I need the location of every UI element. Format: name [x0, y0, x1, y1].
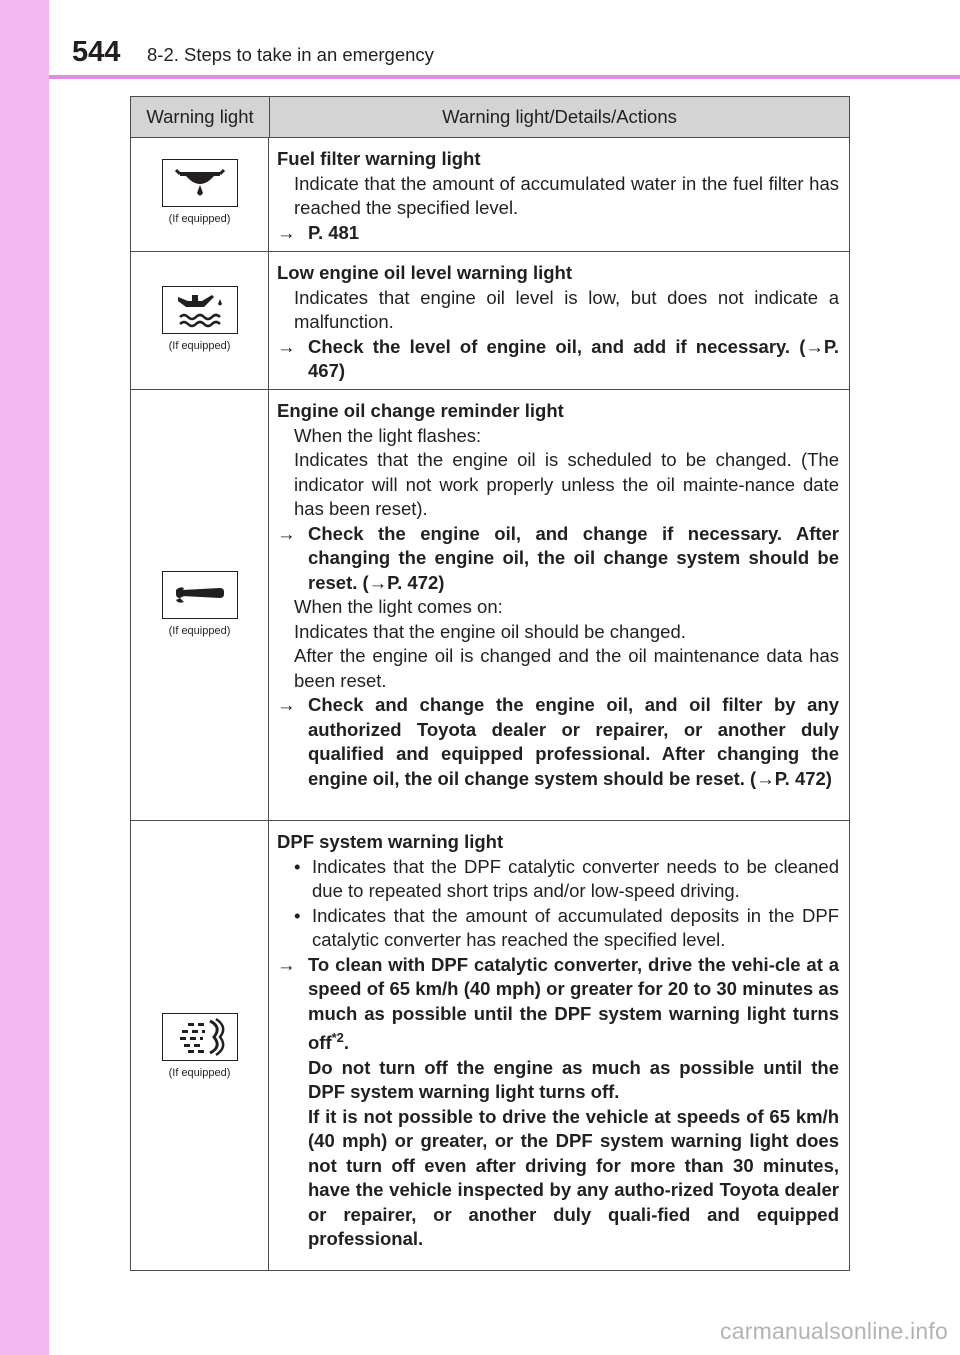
condition-on: When the light comes on: [294, 596, 503, 617]
column-header-warning-light: Warning light [131, 97, 270, 137]
if-equipped-note: (If equipped) [168, 339, 231, 352]
arrow-icon: → [277, 522, 296, 544]
details-cell [269, 390, 849, 820]
header-divider [49, 75, 960, 79]
condition-flashing: When the light flashes: [294, 424, 482, 446]
page-number: 544 [72, 36, 121, 68]
icon-cell [131, 390, 269, 820]
if-equipped-note: (If equipped) [168, 212, 231, 225]
icon-cell [131, 138, 269, 251]
caution-text: If it is not possible to drive the vehicle at speeds of 65 km/h (40 mph) or greater, or the DPF system warning light does not turn off even after driving for more than 30 minutes, have the vehicle inspected by any autho-rized Toyota dealer or repairer, or another duly quali-fied and equipped professional. [308, 1105, 839, 1250]
column-header-details-actions: Warning light/Details/Actions [442, 106, 677, 127]
table-row-low-oil-level [131, 252, 849, 390]
warning-light-table [130, 96, 850, 1271]
oil-level-warning-icon [162, 286, 238, 334]
bullet-text: Indicates that the amount of accumulated deposits in the DPF catalytic converter has reached the specified level. [312, 904, 839, 950]
if-equipped-note: (If equipped) [168, 1066, 231, 1079]
action [277, 221, 839, 246]
table-row-oil-change-reminder [131, 390, 849, 821]
table-row-fuel-filter [131, 138, 849, 252]
description: Indicates that engine oil level is low, but does not indicate a malfunction. [294, 286, 839, 332]
wrench-icon [162, 571, 238, 619]
action-text: Check the level of engine oil, and add if necessary. (→P. 467) [308, 335, 839, 381]
action [277, 335, 839, 384]
action [277, 953, 839, 1056]
icon-cell [131, 821, 269, 1270]
row-title: DPF system warning light [277, 831, 504, 852]
icon-cell [131, 252, 269, 389]
footnote-marker: *2 [331, 1030, 344, 1045]
watermark: carmanualsonline.info [720, 1318, 948, 1344]
bullet-icon: • [294, 855, 301, 877]
action [277, 522, 839, 596]
bullet-icon: • [294, 904, 301, 926]
action [277, 693, 839, 791]
table-row-dpf-system [131, 821, 849, 1270]
row-title: Low engine oil level warning light [277, 262, 572, 283]
description: Indicates that the engine oil should be changed. [294, 620, 686, 642]
bullet-item [277, 855, 839, 904]
bullet-text: Indicates that the DPF catalytic converter needs to be cleaned due to repeated short trips and/or low-speed driving. [312, 855, 839, 901]
arrow-icon: → [277, 335, 296, 357]
fuel-filter-warning-icon [162, 159, 238, 207]
caution-text: Do not turn off the engine as much as possible until the DPF system warning light turns off. [308, 1056, 839, 1103]
details-cell [269, 252, 849, 389]
action-text: To clean with DPF catalytic converter, drive the vehi-cle at a speed of 65 km/h (40 mph) or greater for 20 to 30 minutes as much as possible until the DPF system warning light turns off [308, 953, 839, 1054]
action-text-end: . [343, 1032, 350, 1054]
table-header [131, 97, 849, 138]
details-cell [269, 138, 849, 251]
bullet-item [277, 904, 839, 953]
page-reference: P. 481 [308, 221, 360, 243]
dpf-warning-icon [162, 1013, 238, 1061]
row-title: Fuel filter warning light [277, 148, 481, 169]
action-text: Check and change the engine oil, and oil filter by any authorized Toyota dealer or repairer, or another duly qualified and equipped professional. After changing the engine oil, the oil change system should be reset. (→P. 472) [308, 694, 839, 789]
description: Indicate that the amount of accumulated water in the fuel filter has reached the specified level. [294, 172, 839, 218]
arrow-icon: → [277, 221, 296, 243]
arrow-icon: → [277, 694, 296, 715]
if-equipped-note: (If equipped) [168, 625, 231, 637]
side-tab-bar [0, 0, 49, 1355]
action-text: Check the engine oil, and change if necessary. After changing the engine oil, the oil change system should be reset. (→P. 472) [308, 522, 839, 593]
description: Indicates that the engine oil is scheduled to be changed. (The indicator will not work properly unless the oil mainte-nance date has been reset). [294, 449, 839, 519]
section-title: 8-2. Steps to take in an emergency [147, 44, 434, 65]
details-cell [269, 821, 849, 1270]
arrow-icon: → [277, 953, 296, 975]
row-title: Engine oil change reminder light [277, 400, 564, 421]
description: After the engine oil is changed and the oil maintenance data has been reset. [294, 645, 839, 691]
